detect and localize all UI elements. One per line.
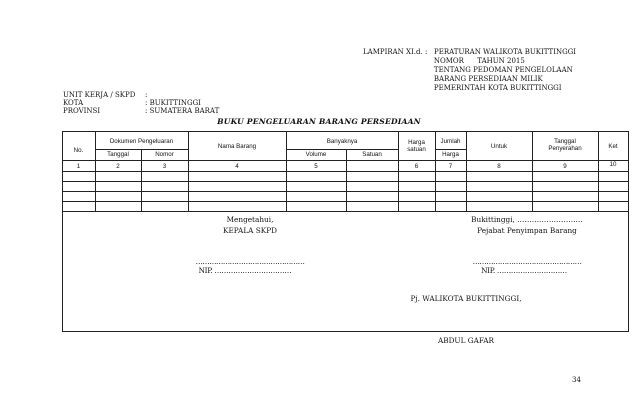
sig-right-title: Pejabat Penyimpan Barang [477, 226, 577, 235]
header-no: No. [73, 147, 84, 154]
col-number: 5 [314, 163, 318, 170]
meta-value: : SUMATERA BARAT [145, 106, 220, 115]
header-tanggal-penyerahan-line1: Tanggal [554, 138, 576, 145]
header-dokumen: Dokumen Pengeluaran [109, 138, 174, 145]
header-volume: Volume [305, 151, 327, 158]
row-line [62, 201, 629, 202]
sig-left-dots: ………………………………………… [195, 257, 305, 266]
table-border-top [62, 131, 629, 132]
header-ket: Ket [608, 143, 618, 150]
header-bottom-line [62, 160, 629, 161]
lampiran-label: LAMPIRAN XI.d. [363, 48, 423, 56]
col-number: 9 [563, 163, 567, 170]
header-harga-satuan-line1: Harga [408, 139, 425, 146]
sig-left-title: KEPALA SKPD [223, 226, 277, 235]
header-divider [435, 149, 466, 150]
col-line [141, 149, 142, 211]
row-line [62, 181, 629, 182]
col-number: 3 [162, 163, 167, 170]
sig-right-dots: ………………………………………… [472, 257, 582, 266]
table-border-left [62, 131, 63, 331]
header-nama-barang: Nama Barang [217, 143, 257, 150]
meta-value: : [145, 91, 148, 99]
meta-block [63, 92, 263, 115]
sig-left-nip: NIP. …………………………… [198, 266, 292, 275]
pj-walikota-title: Pj. WALIKOTA BUKITTINGGI, [410, 294, 522, 303]
meta-label: KOTA [63, 98, 84, 107]
header-banyaknya: Banyaknya [326, 138, 358, 145]
meta-row-provinsi [63, 108, 263, 116]
col-number: 4 [235, 163, 239, 170]
lampiran-line: BARANG PERSEDIAAN MILIK [425, 74, 543, 83]
header-jumlah-harga: Harga [442, 151, 459, 158]
sig-right-date: Bukittinggi, ……………………… [471, 215, 583, 224]
table-border-bottom [62, 331, 629, 332]
meta-label: UNIT KERJA / SKPD [63, 91, 136, 99]
header-divider [95, 149, 188, 150]
header-nomor: Nomor [155, 151, 174, 158]
col-number: 7 [448, 163, 453, 170]
col-line [346, 149, 347, 211]
page-title: BUKU PENGELUARAN BARANG PERSEDIAAN [217, 117, 421, 126]
col-number: 10 [609, 161, 617, 168]
header-satuan: Satuan [362, 151, 382, 158]
col-number: 6 [414, 163, 419, 170]
col-number: 8 [497, 163, 501, 170]
lampiran-line: TENTANG PEDOMAN PENGELOLAAN [425, 65, 573, 74]
header-tanggal-penyerahan [532, 138, 598, 152]
pj-walikota-name: ABDUL GAFAR [437, 336, 495, 345]
col-number: 1 [76, 163, 81, 170]
header-jumlah: Jumlah [440, 138, 461, 145]
header-divider [286, 149, 398, 150]
meta-label: PROVINSI [63, 106, 101, 115]
sig-right-nip: NIP. ………………………… [481, 266, 567, 275]
header-tanggal-penyerahan-line2: Penyerahan [548, 145, 582, 152]
table-border-right [628, 131, 629, 331]
row-line [62, 211, 629, 212]
header-harga-satuan [398, 139, 435, 153]
number-row-line [62, 171, 629, 172]
sig-left-line1: Mengetahui, [226, 215, 274, 224]
lampiran-description [425, 48, 576, 93]
header-tanggal: Tanggal [107, 151, 129, 158]
page-number: 34 [572, 376, 581, 384]
row-line [62, 191, 629, 192]
lampiran-line: : PERATURAN WALIKOTA BUKITTINGGI [425, 48, 577, 56]
lampiran-line: NOMOR TAHUN 2015 [425, 56, 525, 65]
lampiran-line: PEMERINTAH KOTA BUKITTINGGI [425, 83, 562, 92]
col-number: 2 [116, 163, 120, 170]
header-untuk: Untuk [490, 143, 508, 150]
header-harga-satuan-line2: satuan [407, 146, 426, 153]
meta-value: : BUKITTINGGI [145, 98, 201, 107]
